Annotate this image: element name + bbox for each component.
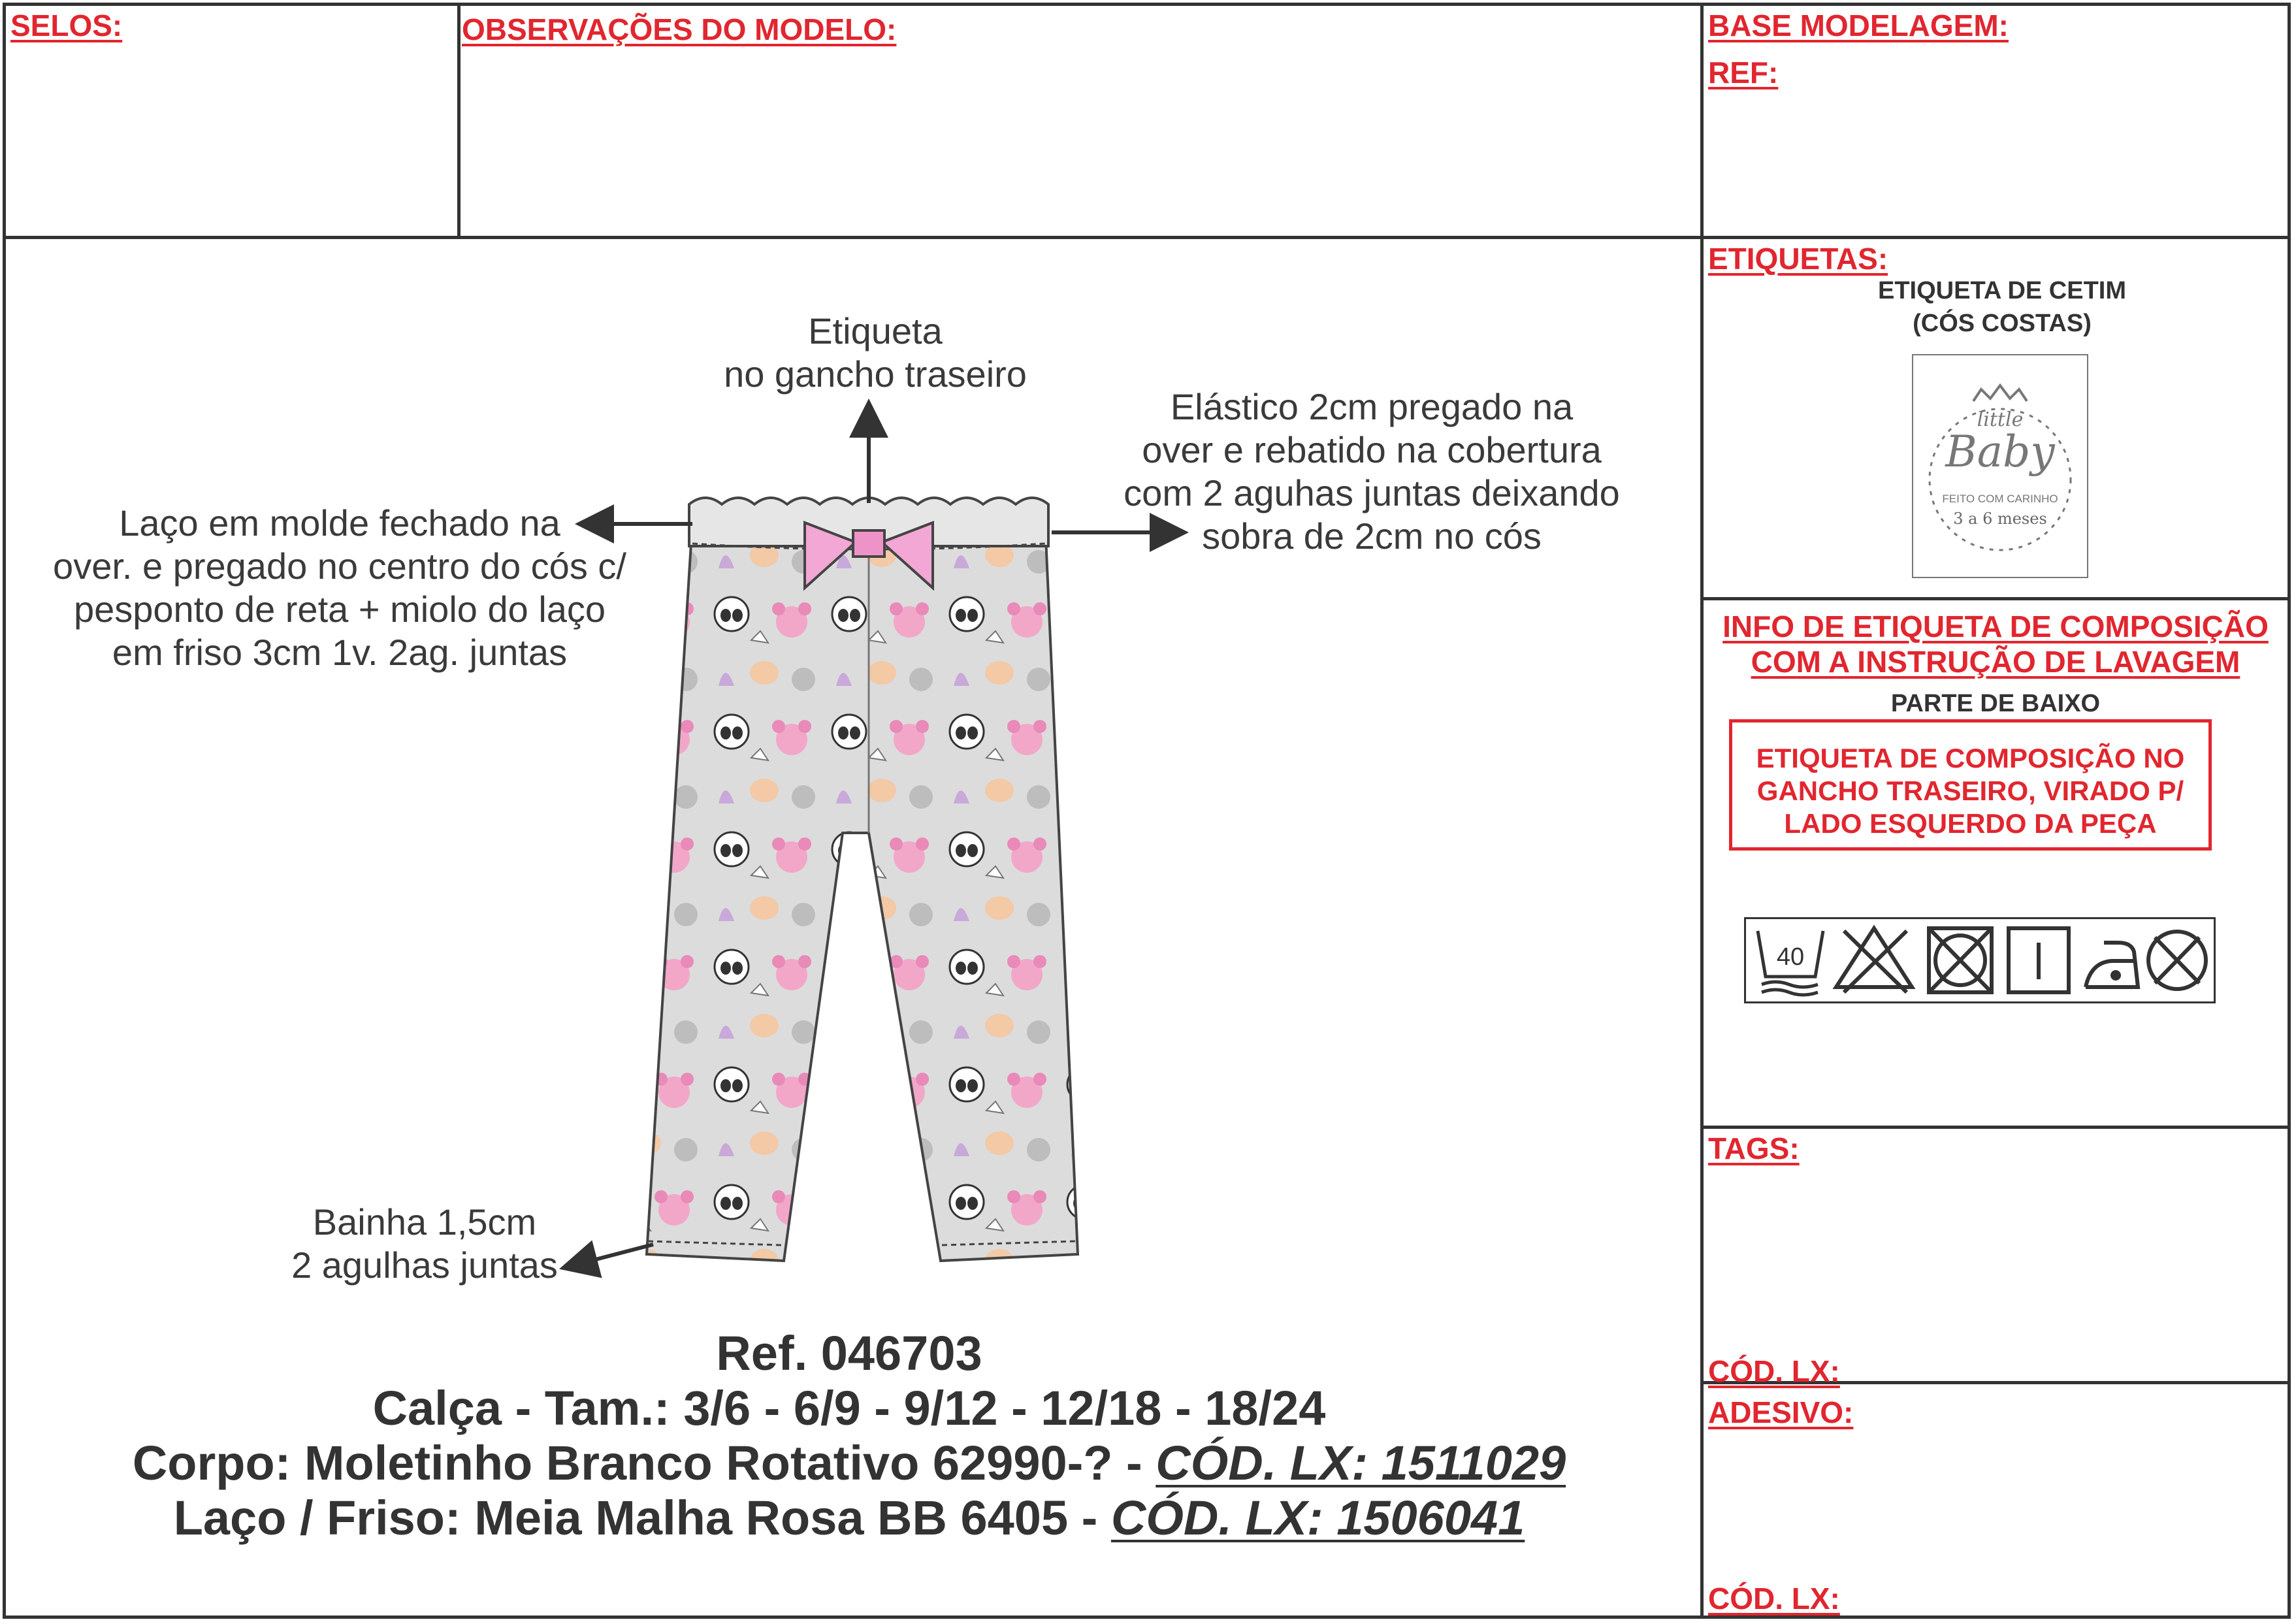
corpo-text: Corpo: Moletinho Branco Rotativo 62990-? -	[132, 1436, 1156, 1490]
logo-line2: Baby	[1945, 427, 2055, 477]
ref-line: Ref. 046703	[716, 1326, 982, 1380]
no-dry-clean-icon	[2148, 932, 2206, 989]
etiqueta-note-line1: Etiqueta	[808, 310, 943, 351]
cod-lx-label-tags: CÓD. LX:	[1708, 1354, 1840, 1388]
crown-icon	[1973, 385, 2027, 401]
parte-de-baixo: PARTE DE BAIXO	[1890, 690, 2101, 717]
laco-line	[0, 1491, 1698, 1546]
base-modelagem-label: BASE MODELAGEM:	[1708, 8, 2009, 42]
bainha-note	[261, 1201, 588, 1287]
laco-note-line2: over. e pregado no centro do cós c/	[53, 545, 626, 587]
elastico-note-line1: Elástico 2cm pregado na	[1170, 386, 1574, 427]
right-panel-divider	[1700, 3, 1704, 1619]
logo-line3: FEITO COM CARINHO	[1942, 493, 2058, 505]
laco-note-line4: em friso 3cm 1v. 2ag. juntas	[112, 632, 568, 673]
logo-line4: 3 a 6 meses	[1953, 510, 2047, 528]
etiqueta-note	[679, 310, 1071, 396]
etiqueta-cetim-line2: (CÓS COSTAS)	[1913, 310, 2092, 337]
etiqueta-cetim-line1: ETIQUETA DE CETIM	[1878, 277, 2126, 304]
elastico-note	[1078, 385, 1666, 558]
etiqueta-cetim-title	[1809, 274, 2195, 340]
info-heading-line2: COM A INSTRUÇÃO DE LAVAGEM	[1751, 645, 2240, 679]
laco-text: Laço / Friso: Meia Malha Rosa BB 6405 -	[173, 1491, 1111, 1545]
composition-box-line1: ETIQUETA DE COMPOSIÇÃO NO	[1756, 743, 2185, 773]
satin-label-card	[1912, 354, 2088, 578]
corpo-line	[0, 1436, 1698, 1491]
line-dry-icon	[2009, 928, 2069, 992]
composition-box-line3: LADO ESQUERDO DA PEÇA	[1784, 808, 2157, 839]
selos-label: SELOS:	[10, 8, 123, 42]
info-heading-line1: INFO DE ETIQUETA DE COMPOSIÇÃO	[1722, 609, 2269, 643]
laco-note-line3: pesponto de reta + miolo do laço	[73, 589, 606, 630]
sizes-line: Calça - Tam.: 3/6 - 6/9 - 9/12 - 12/18 - 18/24	[372, 1381, 1326, 1435]
laco-note	[26, 502, 653, 674]
info-etiqueta-heading	[1708, 609, 2283, 679]
adesivo-label: ADESIVO:	[1708, 1395, 1854, 1429]
tags-label: TAGS:	[1708, 1131, 1800, 1165]
laco-code: CÓD. LX: 1506041	[1110, 1491, 1525, 1545]
bainha-note-line1: Bainha 1,5cm	[312, 1201, 537, 1242]
etiqueta-note-line2: no gancho traseiro	[724, 353, 1027, 395]
elastico-note-line2: over e rebatido na cobertura	[1142, 429, 1602, 470]
no-tumble-dry-icon	[1929, 928, 1992, 992]
right-divider-3	[1700, 1126, 2291, 1129]
elastico-note-line3: com 2 aguhas juntas deixando	[1124, 472, 1620, 513]
wash-40-icon	[1758, 931, 1823, 995]
care-symbols-strip	[1744, 917, 2216, 1003]
cod-lx-label-adesivo: CÓD. LX:	[1708, 1582, 1840, 1616]
logo-line1: little	[1977, 408, 2024, 431]
ref-label: REF:	[1708, 56, 1779, 89]
laco-note-line1: Laço em molde fechado na	[119, 502, 560, 544]
corpo-code: CÓD. LX: 1511029	[1156, 1436, 1566, 1490]
right-divider-2	[1700, 597, 2291, 600]
right-divider-1	[1700, 236, 2291, 239]
little-baby-logo	[1913, 355, 2087, 577]
observacoes-label: OBSERVAÇÕES DO MODELO:	[462, 12, 897, 46]
composition-box-line2: GANCHO TRASEIRO, VIRADO P/	[1756, 775, 2184, 806]
iron-low-icon	[2086, 943, 2138, 987]
etiquetas-label: ETIQUETAS:	[1708, 242, 1888, 276]
bainha-note-line2: 2 agulhas juntas	[291, 1244, 558, 1286]
header-divider	[3, 236, 1703, 239]
selos-divider	[457, 3, 461, 238]
no-bleach-icon	[1836, 928, 1912, 992]
wash-temp: 40	[1776, 943, 1805, 971]
elastico-note-line4: sobra de 2cm no cós	[1202, 515, 1542, 557]
composition-label-box	[1729, 719, 2212, 851]
